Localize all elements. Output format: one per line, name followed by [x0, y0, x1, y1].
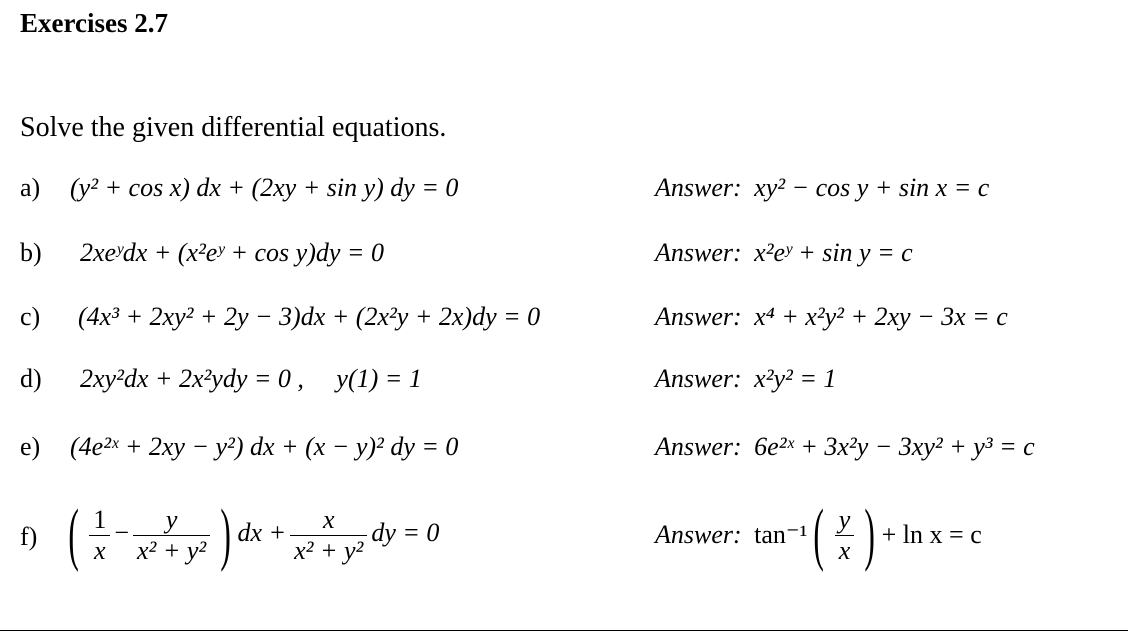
minus-sign: − [114, 517, 129, 547]
exercise-answer [655, 364, 836, 394]
fraction-numerator: 1 [89, 505, 110, 536]
exercise-answer [655, 496, 982, 573]
left-paren: ( [68, 496, 79, 573]
fraction-denominator: x [94, 535, 106, 565]
answer-expression: x²eʸ + sin y = c [754, 238, 913, 267]
exercise-equation: (4x³ + 2xy² + 2y − 3)dx + (2x²y + 2x)dy = 0 [78, 302, 541, 331]
exercise-equation [62, 496, 440, 573]
exercise-row-f [0, 496, 1128, 590]
answer-label: Answer: [655, 238, 742, 267]
exercise-answer [655, 302, 1008, 332]
dx-term: dx + [237, 517, 287, 547]
exercise-equation: (4e²ˣ + 2xy − y²) dx + (x − y)² dy = 0 [70, 432, 459, 461]
fraction [290, 505, 367, 566]
page-title: Exercises 2.7 [20, 8, 168, 38]
instructions-text: Solve the given differential equations. [20, 112, 447, 143]
exercise-equation: (y² + cos x) dx + (2xy + sin y) dy = 0 [70, 173, 459, 202]
answer-expression: 6e²ˣ + 3x²y − 3xy² + y³ = c [754, 432, 1035, 461]
exercise-label: e) [20, 432, 41, 461]
fraction-denominator: x² + y² [294, 535, 364, 565]
exercise-answer [655, 173, 989, 203]
exercise-label: c) [20, 302, 41, 331]
right-paren: ) [864, 496, 876, 573]
fraction-numerator: x [290, 505, 367, 536]
answer-label: Answer: [655, 173, 742, 202]
exercise-equation: 2xy²dx + 2x²ydy = 0 , y(1) = 1 [80, 364, 422, 393]
right-paren: ) [220, 496, 232, 573]
fraction [133, 505, 210, 566]
fraction-denominator: x² + y² [136, 535, 207, 565]
answer-label: Answer: [655, 432, 742, 461]
fraction-numerator: y [835, 505, 855, 536]
exercise-answer [655, 432, 1035, 462]
exercise-label: d) [20, 364, 42, 393]
answer-tail: + ln x = c [881, 520, 982, 549]
fraction [89, 505, 110, 566]
answer-expression: x²y² = 1 [754, 364, 837, 393]
bottom-divider [0, 630, 1128, 631]
answer-label: Answer: [655, 364, 742, 393]
dy-term: dy = 0 [371, 517, 440, 547]
answer-expression: x⁴ + x²y² + 2xy − 3x = c [754, 302, 1008, 331]
fraction [835, 505, 855, 566]
exercise-label: b) [20, 238, 42, 267]
fraction-denominator: x [838, 535, 851, 565]
exercise-label: f) [20, 522, 38, 551]
fraction-numerator: y [133, 505, 210, 536]
exercise-label: a) [20, 173, 41, 202]
arctan-function: tan⁻¹ [754, 520, 808, 549]
exercise-equation: 2xeʸdx + (x²eʸ + cos y)dy = 0 [80, 238, 384, 267]
answer-label: Answer: [655, 302, 742, 331]
exercise-answer [655, 238, 913, 268]
left-paren: ( [813, 496, 825, 573]
answer-label: Answer: [655, 520, 742, 549]
answer-expression: xy² − cos y + sin x = c [754, 173, 990, 202]
